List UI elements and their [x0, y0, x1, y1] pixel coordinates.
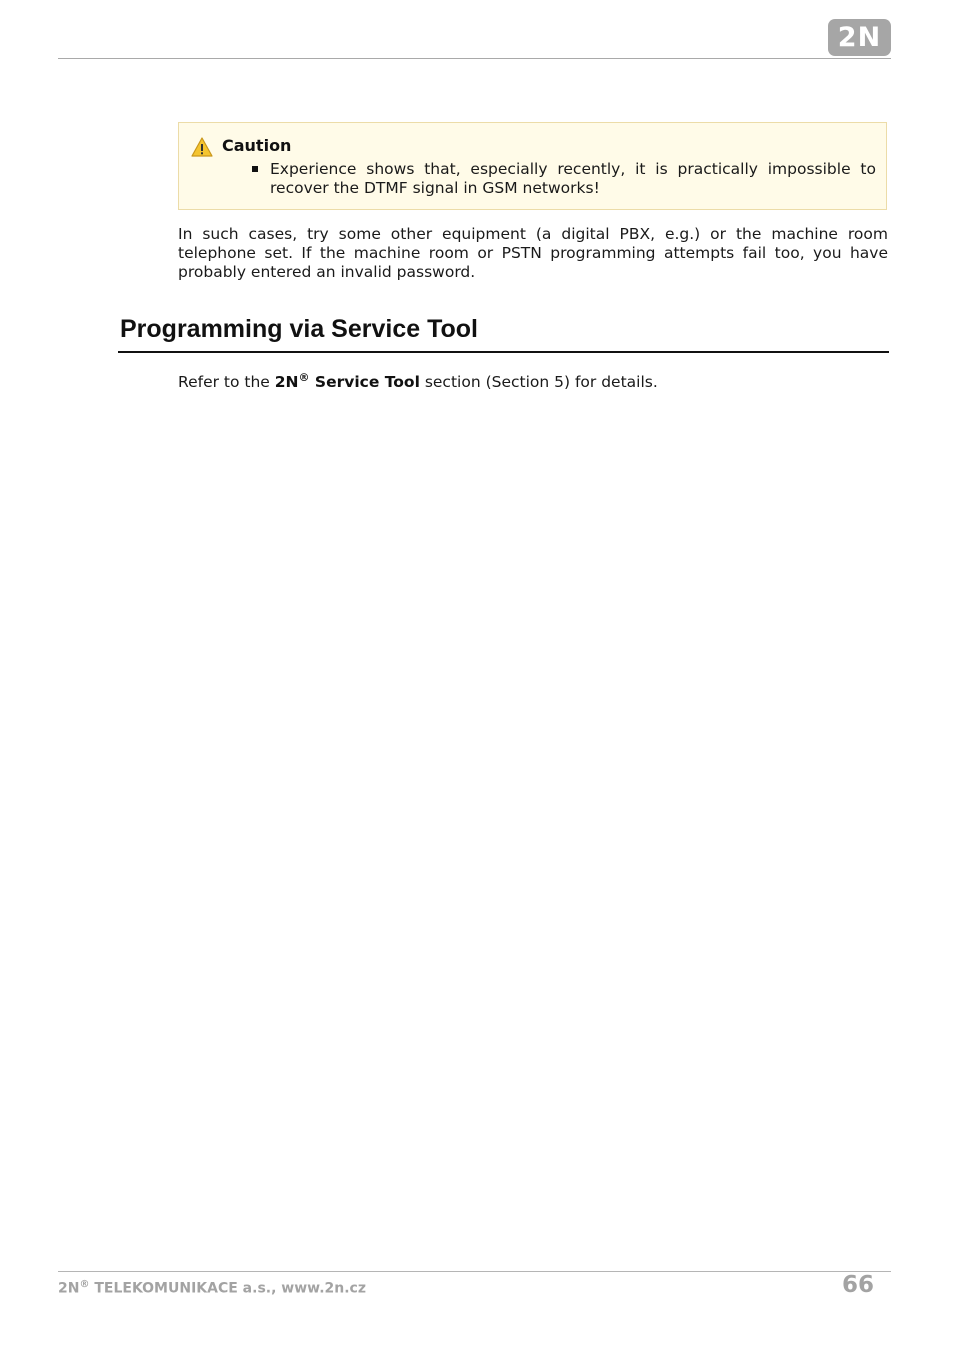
section-heading: Programming via Service Tool — [120, 315, 478, 343]
footer-company-name: TELEKOMUNIKACE a.s., www.2n.cz — [89, 1280, 366, 1297]
footer-registered-mark: ® — [79, 1279, 90, 1290]
warning-triangle-icon — [191, 136, 213, 158]
caution-title: Caution — [222, 136, 292, 155]
company-logo — [828, 19, 891, 56]
refer-suffix: section (Section 5) for details. — [419, 373, 658, 392]
logo-text: 2N — [837, 22, 882, 53]
header-divider — [58, 58, 891, 59]
bullet-marker — [252, 166, 258, 172]
refer-tool-name: Service Tool — [309, 373, 420, 392]
refer-prefix: Refer to the — [178, 373, 275, 392]
section-heading-underline — [118, 351, 889, 353]
caution-item: Experience shows that, especially recently, it is practically impossible to recover the DTMF signal in GSM networks! — [270, 160, 876, 197]
refer-brand: 2N — [274, 373, 299, 392]
footer-divider — [58, 1271, 891, 1272]
footer-company — [58, 1279, 366, 1297]
refer-registered-mark: ® — [298, 371, 310, 384]
footer-brand: 2N — [58, 1280, 80, 1297]
reference-sentence — [178, 368, 658, 392]
caution-box — [178, 122, 887, 210]
page-number: 66 — [842, 1272, 875, 1298]
body-paragraph: In such cases, try some other equipment (a digital PBX, e.g.) or the machine room telephone set. If the machine room or PSTN programming attempts fail too, you have probably entered an invalid password. — [178, 225, 888, 281]
